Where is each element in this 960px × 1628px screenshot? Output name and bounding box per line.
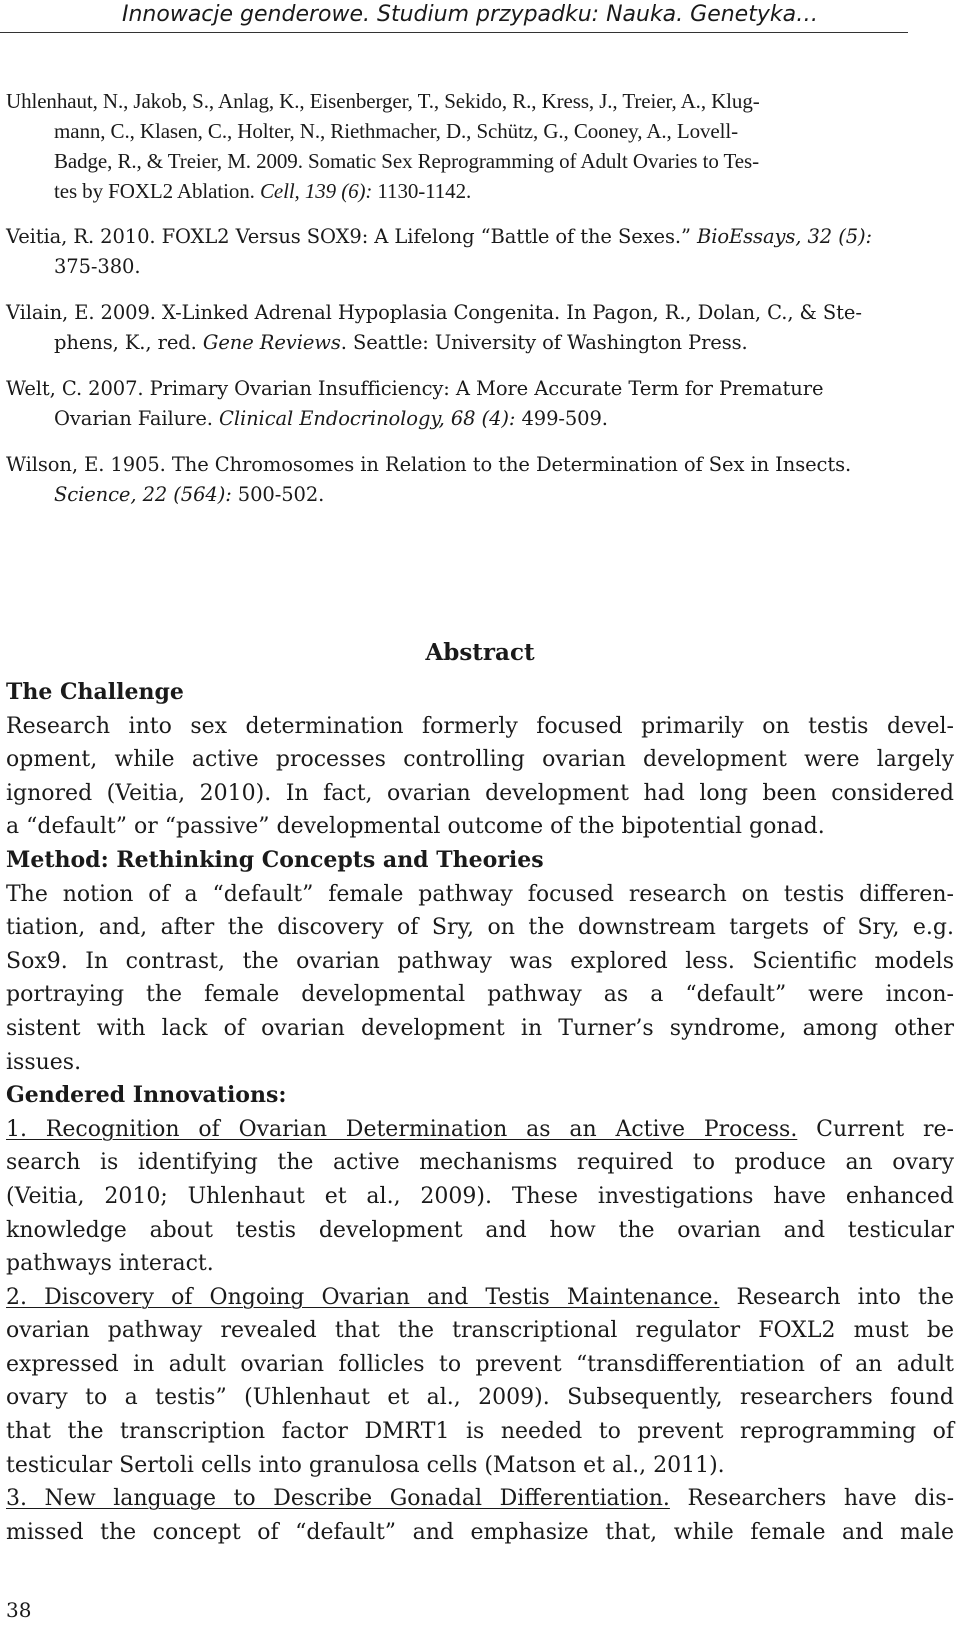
- paragraph-line: sistent with lack of ovarian development in Turner’s syndrome, among other: [6, 1015, 954, 1041]
- reference-welt: [6, 374, 954, 434]
- reference-pages: 500-502.: [231, 483, 325, 506]
- running-title: Innowacje genderowe. Studium przypadku: Nauka. Genetyka…: [122, 2, 819, 27]
- journal-title: Science, 22 (564):: [54, 483, 232, 506]
- journal-title: Cell, 139 (6):: [259, 179, 373, 203]
- reference-line: Wilson, E. 1905. The Chromosomes in Relation to the Determination of Sex in Insects.: [6, 453, 852, 476]
- innovation-2-first-line: [6, 1281, 954, 1315]
- reference-line: Welt, C. 2007. Primary Ovarian Insufficiency: A More Accurate Term for Premature: [6, 377, 824, 400]
- paragraph-line: Sox9. In contrast, the ovarian pathway was explored less. Scientific models: [6, 948, 954, 974]
- paragraph-text: Research into the: [719, 1284, 954, 1310]
- reference-line: [30, 328, 954, 358]
- paragraph-line: testicular Sertoli cells into granulosa cells (Matson et al., 2011).: [6, 1452, 725, 1478]
- innovation-3-first-line: [6, 1482, 954, 1516]
- reference-list: [6, 86, 954, 526]
- abstract-body: [6, 676, 954, 1549]
- paragraph-line: missed the concept of “default” and emphasize that, while female and male: [6, 1519, 954, 1545]
- paragraph-line: Research into sex determination formerly focused primarily on testis devel-: [6, 713, 954, 739]
- reference-uhlenhaut: [6, 86, 954, 206]
- reference-line: [30, 176, 954, 206]
- paragraph-line: expressed in adult ovarian follicles to prevent “transdifferentiation of an adult: [6, 1351, 954, 1377]
- paragraph-line: opment, while active processes controlling ovarian development were largely: [6, 747, 954, 773]
- reference-line: Vilain, E. 2009. X-Linked Adrenal Hypoplasia Congenita. In Pagon, R., Dolan, C., & Ste-: [6, 301, 862, 324]
- paragraph-text: Current re-: [797, 1116, 954, 1142]
- innovation-1-first-line: [6, 1113, 954, 1147]
- paragraph-line: portraying the female developmental pathway as a “default” were incon-: [6, 982, 954, 1008]
- page-number: 38: [6, 1598, 32, 1622]
- journal-title: BioEssays, 32 (5):: [696, 225, 872, 248]
- journal-title: Clinical Endocrinology, 68 (4):: [219, 407, 516, 430]
- reference-pages: 1130-1142.: [372, 179, 472, 203]
- paragraph-line: ovary to a testis” (Uhlenhaut et al., 2009). Subsequently, researchers found: [6, 1385, 954, 1411]
- innovation-2-title: 2. Discovery of Ongoing Ovarian and Testis Maintenance.: [6, 1284, 720, 1310]
- reference-text: tes by FOXL2 Ablation.: [54, 179, 260, 203]
- paragraph-line: (Veitia, 2010; Uhlenhaut et al., 2009). These investigations have enhanced: [6, 1183, 954, 1209]
- reference-veitia: [6, 222, 954, 282]
- reference-wilson: [6, 450, 954, 510]
- abstract-title: Abstract: [425, 639, 535, 666]
- reference-pages: 375-380.: [54, 255, 141, 278]
- paragraph-line: a “default” or “passive” developmental outcome of the bipotential gonad.: [6, 814, 825, 840]
- reference-line: mann, C., Klasen, C., Holter, N., Riethmacher, D., Schütz, G., Cooney, A., Lovell-: [54, 119, 738, 143]
- paragraph-line: that the transcription factor DMRT1 is needed to prevent reprogramming of: [6, 1419, 954, 1445]
- reference-line: [30, 480, 954, 510]
- reference-pages: 499-509.: [515, 407, 608, 430]
- reference-vilain: [6, 298, 954, 358]
- paragraph-text: Researchers have dis-: [669, 1486, 955, 1512]
- running-header: [0, 0, 960, 36]
- reference-line: [6, 222, 954, 252]
- header-rule: [0, 32, 908, 33]
- paragraph-line: knowledge about testis development and how the ovarian and testicular: [6, 1217, 954, 1243]
- paragraph-line: ovarian pathway revealed that the transcriptional regulator FOXL2 must be: [6, 1318, 954, 1344]
- paragraph-line: issues.: [6, 1049, 82, 1075]
- paragraph-line: tiation, and, after the discovery of Sry, on the downstream targets of Sry, e.g.: [6, 915, 954, 941]
- challenge-heading: The Challenge: [6, 679, 184, 705]
- reference-text: phens, K., red.: [54, 331, 203, 354]
- reference-line: [30, 404, 954, 434]
- reference-line: Uhlenhaut, N., Jakob, S., Anlag, K., Eisenberger, T., Sekido, R., Kress, J., Treier, A., Klug-: [6, 89, 760, 113]
- innovation-3-title: 3. New language to Describe Gonadal Differentiation.: [6, 1486, 670, 1512]
- reference-text: Veitia, R. 2010. FOXL2 Versus SOX9: A Lifelong “Battle of the Sexes.”: [6, 225, 697, 248]
- reference-text: Ovarian Failure.: [54, 407, 219, 430]
- reference-line: Badge, R., & Treier, M. 2009. Somatic Sex Reprogramming of Adult Ovaries to Tes-: [54, 149, 759, 173]
- innovations-heading: Gendered Innovations:: [6, 1082, 287, 1109]
- method-heading: Method: Rethinking Concepts and Theories: [6, 846, 544, 873]
- journal-title: Gene Reviews: [202, 331, 341, 354]
- reference-text: . Seattle: University of Washington Press.: [340, 331, 748, 354]
- paragraph-line: The notion of a “default” female pathway focused research on testis differen-: [6, 881, 954, 907]
- paragraph-line: ignored (Veitia, 2010). In fact, ovarian development had long been considered: [6, 780, 954, 806]
- innovation-1-title: 1. Recognition of Ovarian Determination as an Active Process.: [6, 1116, 798, 1142]
- paragraph-line: search is identifying the active mechanisms required to produce an ovary: [6, 1150, 954, 1176]
- paragraph-line: pathways interact.: [6, 1251, 214, 1277]
